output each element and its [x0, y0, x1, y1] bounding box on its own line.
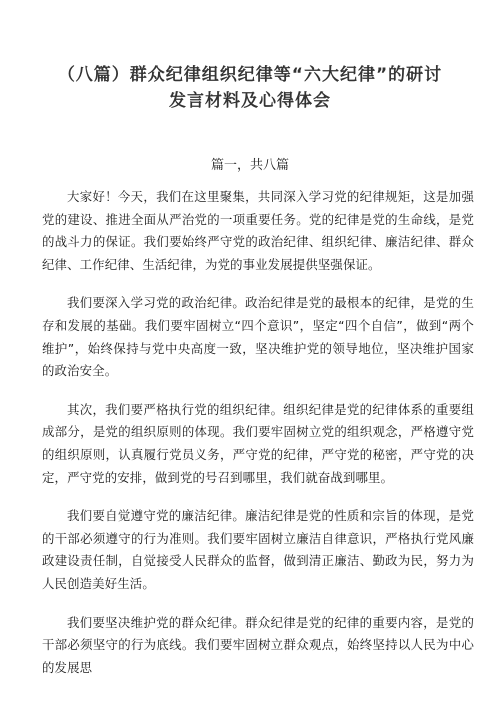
section-subtitle: 篇一，共八篇 [210, 158, 289, 173]
paragraph-3: 其次，我们要严格执行党的组织纪律。组织纪律是党的纪律体系的重要组成部分，是党的组织原则的体现。我们要牢固树立党的组织观念，严格遵守党的组织原则，认真履行党员义务，严守党的纪律，严守党的秘密，严守党的决定，严守党的安排，做到党的号召到哪里，我们就奋战到哪里。 [42, 401, 474, 485]
paragraph-5: 我们要坚决维护党的群众纪律。群众纪律是党的纪律的重要内容，是党的干部必须坚守的行为底线。我们要牢固树立群众观点，始终坚持以人民为中心的发展思 [42, 614, 474, 675]
paragraph-1: 大家好！今天，我们在这里聚集，共同深入学习党的纪律规矩，这是加强党的建设、推进全面从严治党的一项重要任务。党的纪律是党的生命线，是党的战斗力的保证。我们要始终严守党的政治纪律、组织纪律、廉洁纪律、群众纪律、工作纪律、生活纪律，为党的事业发展提供坚强保证。 [42, 189, 474, 272]
document-title-line-1: （八篇）群众纪律组织纪律等“六大纪律”的研讨 [57, 65, 443, 85]
paragraph-4: 我们要自觉遵守党的廉洁纪律。廉洁纪律是党的性质和宗旨的体现，是党的干部必须遵守的行为准则。我们要牢固树立廉洁自律意识，严格执行党风廉政建设责任制，自觉接受人民群众的监督，做到清正廉洁、勤政为民，努力为人民创造美好生活。 [42, 508, 474, 591]
document-body [42, 186, 474, 695]
document-title-line-2: 发言材料及心得体会 [169, 91, 331, 111]
paragraph-2: 我们要深入学习党的政治纪律。政治纪律是党的最根本的纪律，是党的生存和发展的基础。我们要牢固树立“四个意识”，坚定“四个自信”，做到“两个维护”，始终保持与党中央高度一致，坚决维护党的领导地位，坚决维护国家的政治安全。 [42, 295, 474, 379]
